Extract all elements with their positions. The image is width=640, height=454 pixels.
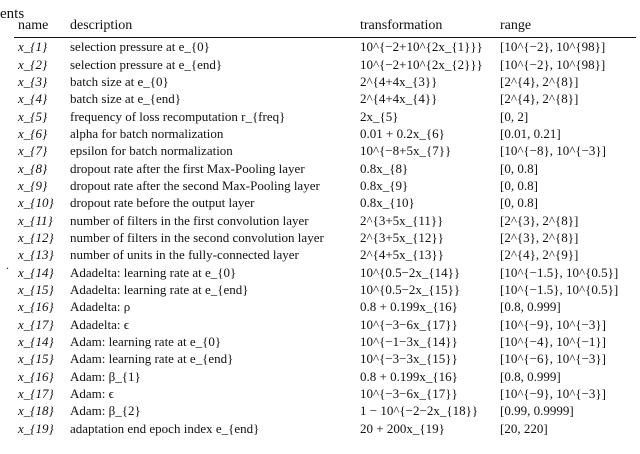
table-row xyxy=(14,350,636,367)
param-range: [0.8, 0.999] xyxy=(500,299,561,315)
table-row xyxy=(14,107,636,124)
param-transformation: 0.01 + 0.2x_{6} xyxy=(360,125,445,141)
param-description: alpha for batch normalization xyxy=(70,125,224,141)
hyperparameter-table xyxy=(14,16,636,437)
param-name: x_{17} xyxy=(18,316,54,332)
param-name: x_{17} xyxy=(18,386,54,402)
param-name: x_{4} xyxy=(18,91,48,107)
table-row xyxy=(14,298,636,315)
table-row xyxy=(14,281,636,298)
param-name: x_{10} xyxy=(18,195,54,211)
param-description: Adadelta: learning rate at e_{0} xyxy=(70,264,237,280)
param-name: x_{8} xyxy=(18,160,48,176)
param-transformation: 0.8 + 0.199x_{16} xyxy=(360,299,458,315)
param-name: x_{13} xyxy=(18,247,54,263)
param-name: x_{15} xyxy=(18,351,54,367)
param-name: x_{16} xyxy=(18,368,54,384)
param-description: Adam: learning rate at e_{0} xyxy=(70,334,222,350)
param-name: x_{1} xyxy=(18,39,48,55)
table-row xyxy=(14,125,636,142)
param-range: [0, 0.8] xyxy=(500,195,538,211)
param-transformation: 10^{−8+5x_{7}} xyxy=(360,143,452,159)
param-transformation: 0.8x_{9} xyxy=(360,177,409,193)
header-transformation: transformation xyxy=(360,16,500,38)
param-range: [10^{−8}, 10^{−3}] xyxy=(500,143,606,159)
table-row xyxy=(14,194,636,211)
param-transformation: 1 − 10^{−2−2x_{18}} xyxy=(360,403,479,419)
param-description: epsilon for batch normalization xyxy=(70,143,233,159)
table-row xyxy=(14,55,636,72)
param-description: dropout rate after the first Max-Pooling layer xyxy=(70,160,305,176)
param-range: [20, 220] xyxy=(500,420,548,436)
table-row xyxy=(14,229,636,246)
param-transformation: 0.8 + 0.199x_{16} xyxy=(360,368,458,384)
param-transformation: 2^{3+5x_{12}} xyxy=(360,229,444,245)
param-transformation: 2x_{5} xyxy=(360,108,399,124)
param-name: x_{3} xyxy=(18,73,48,89)
param-range: [10^{−2}, 10^{98}] xyxy=(500,56,606,72)
param-transformation: 10^{−2+10^{2x_{2}}} xyxy=(360,56,483,72)
param-description: Adam: β_{2} xyxy=(70,403,141,419)
param-range: [10^{−4}, 10^{−1}] xyxy=(500,334,606,350)
param-description: dropout rate before the output layer xyxy=(70,195,255,211)
param-name: x_{14} xyxy=(18,334,54,350)
param-name: x_{14} xyxy=(18,264,54,280)
param-description: Adadelta: ρ xyxy=(70,299,131,315)
param-description: Adadelta: learning rate at e_{end} xyxy=(70,281,249,297)
table-row xyxy=(14,38,636,56)
param-range: [0.99, 0.9999] xyxy=(500,403,574,419)
table-row xyxy=(14,333,636,350)
table-row xyxy=(14,159,636,176)
table-row xyxy=(14,420,636,437)
param-range: [0, 0.8] xyxy=(500,160,538,176)
param-description: Adam: β_{1} xyxy=(70,368,141,384)
param-description: number of units in the fully-connected layer xyxy=(70,247,299,263)
param-transformation: 0.8x_{10} xyxy=(360,195,415,211)
param-name: x_{7} xyxy=(18,143,48,159)
param-name: x_{12} xyxy=(18,229,54,245)
param-name: x_{15} xyxy=(18,281,54,297)
param-transformation: 10^{−3−3x_{15}} xyxy=(360,351,458,367)
param-description: Adam: ϵ xyxy=(70,386,114,402)
param-name: x_{19} xyxy=(18,420,54,436)
param-description: selection pressure at e_{end} xyxy=(70,56,223,72)
param-name: x_{18} xyxy=(18,403,54,419)
param-description: Adadelta: ϵ xyxy=(70,316,130,332)
param-transformation: 2^{4+4x_{3}} xyxy=(360,73,438,89)
param-name: x_{11} xyxy=(18,212,53,228)
table-row xyxy=(14,211,636,228)
param-description: number of filters in the second convolution layer xyxy=(70,229,324,245)
param-description: number of filters in the first convolution layer xyxy=(70,212,309,228)
table-row xyxy=(14,90,636,107)
table-row xyxy=(14,316,636,333)
table-row xyxy=(14,73,636,90)
param-transformation: 2^{3+5x_{11}} xyxy=(360,212,444,228)
param-range: [10^{−6}, 10^{−3}] xyxy=(500,351,606,367)
param-range: [10^{−2}, 10^{98}] xyxy=(500,39,606,55)
header-range: range xyxy=(500,16,636,38)
caption-fragment: ents xyxy=(0,6,25,22)
param-name: x_{6} xyxy=(18,125,48,141)
header-name: name xyxy=(14,16,70,38)
param-transformation: 10^{0.5−2x_{15}} xyxy=(360,281,461,297)
param-transformation: 2^{4+4x_{4}} xyxy=(360,91,438,107)
param-range: [0.01, 0.21] xyxy=(500,125,561,141)
param-range: [0.8, 0.999] xyxy=(500,368,561,384)
param-range: [2^{4}, 2^{8}] xyxy=(500,91,579,107)
table-row xyxy=(14,368,636,385)
table-row xyxy=(14,385,636,402)
param-description: batch size at e_{end} xyxy=(70,91,182,107)
param-transformation: 10^{−1−3x_{14}} xyxy=(360,334,458,350)
table-row xyxy=(14,246,636,263)
param-transformation: 20 + 200x_{19} xyxy=(360,420,445,436)
header-description: description xyxy=(70,16,360,38)
param-range: [0, 0.8] xyxy=(500,177,538,193)
table-row xyxy=(14,177,636,194)
param-name: x_{2} xyxy=(18,56,48,72)
param-transformation: 10^{0.5−2x_{14}} xyxy=(360,264,461,280)
param-transformation: 0.8x_{8} xyxy=(360,160,409,176)
stray-mark: . xyxy=(6,258,9,272)
param-range: [0, 2] xyxy=(500,108,529,124)
param-range: [10^{−1.5}, 10^{0.5}] xyxy=(500,264,619,280)
param-name: x_{16} xyxy=(18,299,54,315)
param-description: adaptation end epoch index e_{end} xyxy=(70,420,260,436)
param-description: selection pressure at e_{0} xyxy=(70,39,210,55)
param-name: x_{5} xyxy=(18,108,48,124)
param-transformation: 10^{−3−6x_{17}} xyxy=(360,316,458,332)
param-range: [10^{−9}, 10^{−3}] xyxy=(500,316,606,332)
table-header-row xyxy=(14,16,636,38)
param-name: x_{9} xyxy=(18,177,48,193)
param-description: batch size at e_{0} xyxy=(70,73,169,89)
param-description: dropout rate after the second Max-Pooling layer xyxy=(70,177,320,193)
table-row xyxy=(14,402,636,419)
param-transformation: 10^{−3−6x_{17}} xyxy=(360,386,458,402)
param-range: [2^{4}, 2^{8}] xyxy=(500,73,579,89)
table-row xyxy=(14,263,636,280)
param-range: [2^{3}, 2^{8}] xyxy=(500,212,579,228)
param-transformation: 2^{4+5x_{13}} xyxy=(360,247,444,263)
param-transformation: 10^{−2+10^{2x_{1}}} xyxy=(360,39,483,55)
param-description: frequency of loss recomputation r_{freq} xyxy=(70,108,286,124)
param-range: [10^{−1.5}, 10^{0.5}] xyxy=(500,281,619,297)
param-description: Adam: learning rate at e_{end} xyxy=(70,351,234,367)
table-row xyxy=(14,142,636,159)
param-range: [10^{−9}, 10^{−3}] xyxy=(500,386,606,402)
param-range: [2^{3}, 2^{8}] xyxy=(500,229,579,245)
param-range: [2^{4}, 2^{9}] xyxy=(500,247,579,263)
